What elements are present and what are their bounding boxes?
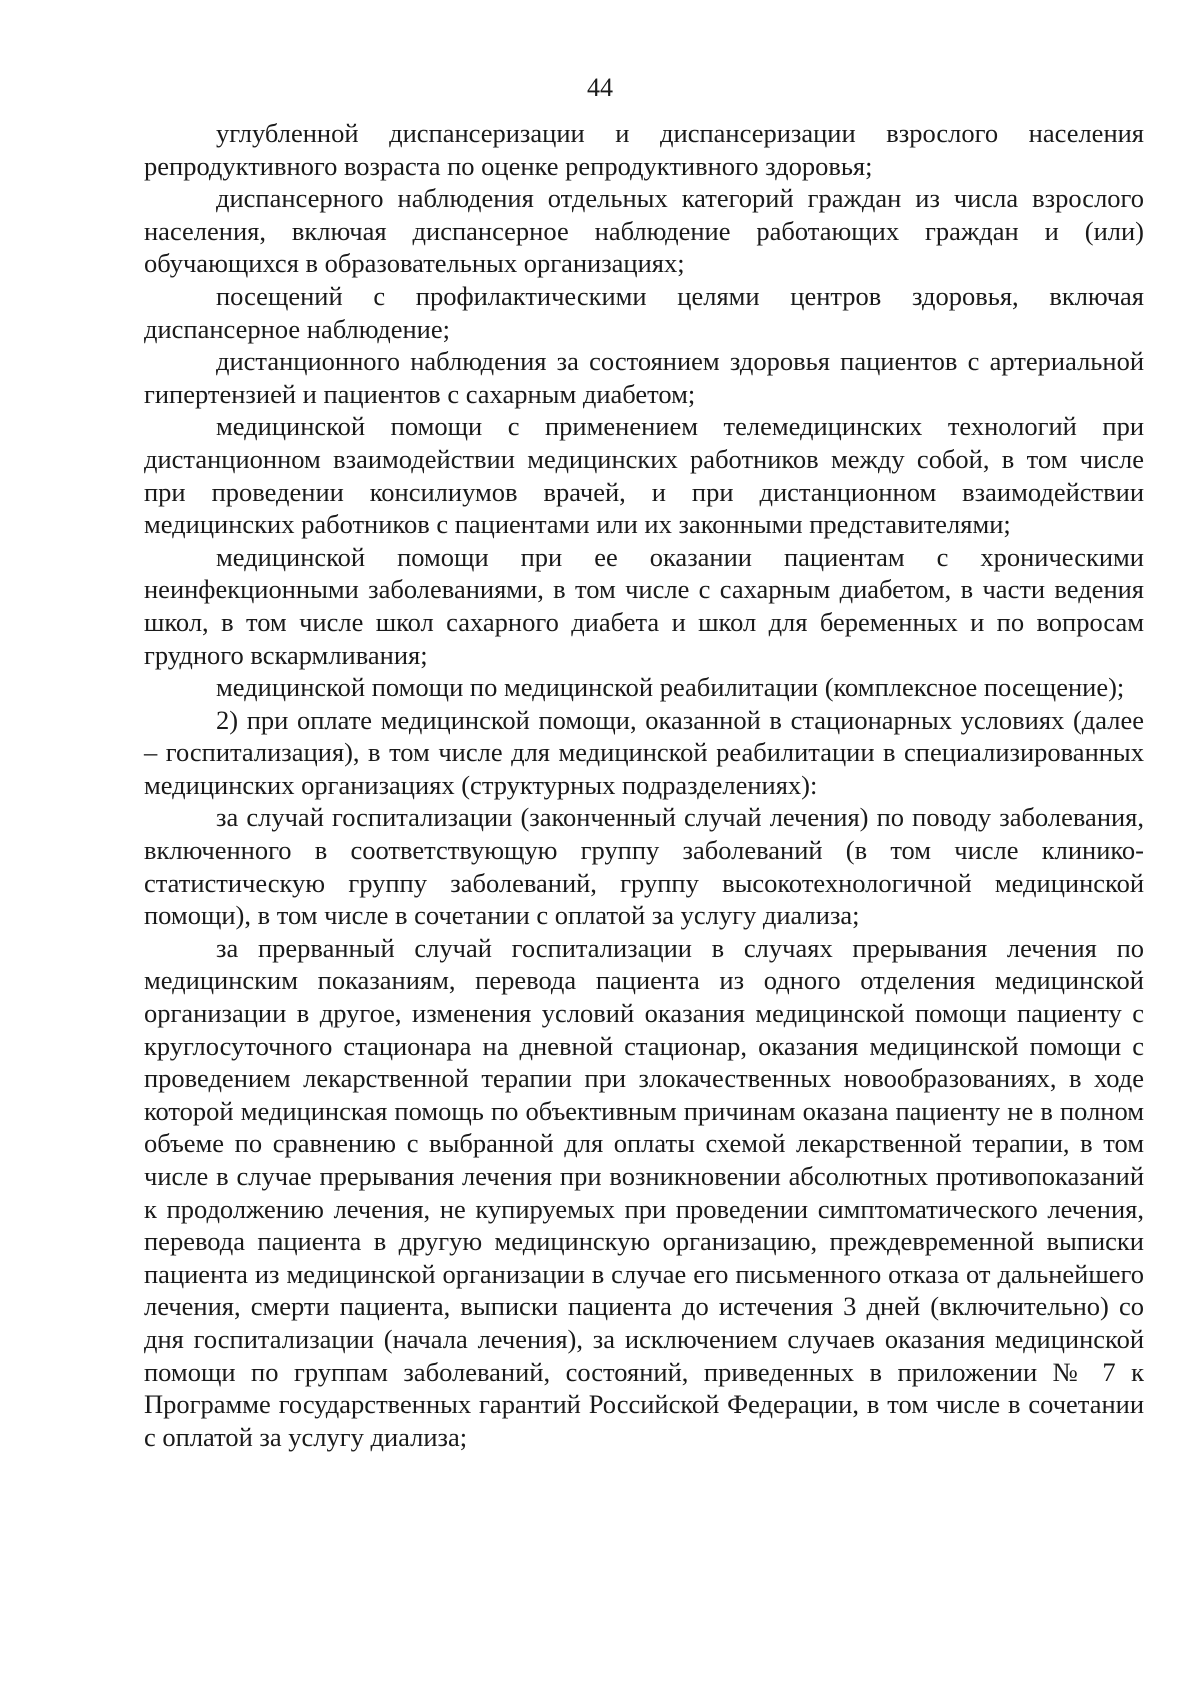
paragraph-telemedicine: медицинской помощи с применением телемедицинских технологий при дистанционном взаимодействии медицинских работников между собой, в том числе при проведении консилиумов врачей, и при дистанционном взаимодействии медицинских работников с пациентами или их законными представителями; <box>144 411 1144 540</box>
paragraph-interrupted-case: за прерванный случай госпитализации в случаях прерывания лечения по медицинским показаниям, перевода пациента из одного отделения медицинской организации в другое, изменения условий оказания медицинской помощи пациенту с круглосуточного стационара на дневной стационар, оказания медицинской помощи с проведением лекарственной терапии при злокачественных новообразованиях, в ходе которой медицинская помощь по объективным причинам оказана пациенту не в полном объеме по сравнению с выбранной для оплаты схемой лекарственной терапии, в том числе в случае прерывания лечения при возникновении абсолютных противопоказаний к продолжению лечения, не купируемых при проведении симптоматического лечения, перевода пациента в другую медицинскую организацию, преждевременной выписки пациента из медицинской организации в случае его письменного отказа от дальнейшего лечения, смерти пациента, выписки пациента до истечения 3 дней (включительно) со дня госпитализации (начала лечения), за исключением случаев оказания медицинской помощи по группам заболеваний, состояний, приведенных в приложении № 7 к Программе государственных гарантий Российской Федерации, в том числе в сочетании с оплатой за услугу диализа; <box>144 932 1144 1452</box>
paragraph-chronic-diseases: медицинской помощи при ее оказании пациентам с хроническими неинфекционными заболеваниями, в том числе с сахарным диабетом, в части ведения школ, в том числе школ сахарного диабета и школ для беременных и по вопросам грудного вскармливания; <box>144 541 1144 670</box>
paragraph-dispensary-observation: диспансерного наблюдения отдельных категорий граждан из числа взрослого населения, включая диспансерное наблюдение работающих граждан и (или) обучающихся в образовательных организациях; <box>144 183 1144 279</box>
document-body <box>144 117 1144 1453</box>
paragraph-rehabilitation: медицинской помощи по медицинской реабилитации (комплексное посещение); <box>216 672 1125 703</box>
paragraph-health-centers: посещений с профилактическими целями центров здоровья, включая диспансерное наблюдение; <box>144 280 1144 344</box>
paragraph-completed-case: за случай госпитализации (законченный случай лечения) по поводу заболевания, включенного в соответствующую группу заболеваний (в том числе клинико-статистическую группу заболеваний, группу высокотехнологичной медицинской помощи), в том числе в сочетании с оплатой за услугу диализа; <box>144 802 1144 931</box>
page-number: 44 <box>587 73 613 102</box>
paragraph-inpatient-payment: 2) при оплате медицинской помощи, оказанной в стационарных условиях (далее – госпитализация), в том числе для медицинской реабилитации в специализированных медицинских организациях (структурных подразделениях): <box>144 704 1144 800</box>
paragraph-remote-monitoring: дистанционного наблюдения за состоянием здоровья пациентов с артериальной гипертензией и пациентов с сахарным диабетом; <box>144 346 1144 409</box>
paragraph-deep-dispensary: углубленной диспансеризации и диспансеризации взрослого населения репродуктивного возраста по оценке репродуктивного здоровья; <box>144 118 1144 181</box>
